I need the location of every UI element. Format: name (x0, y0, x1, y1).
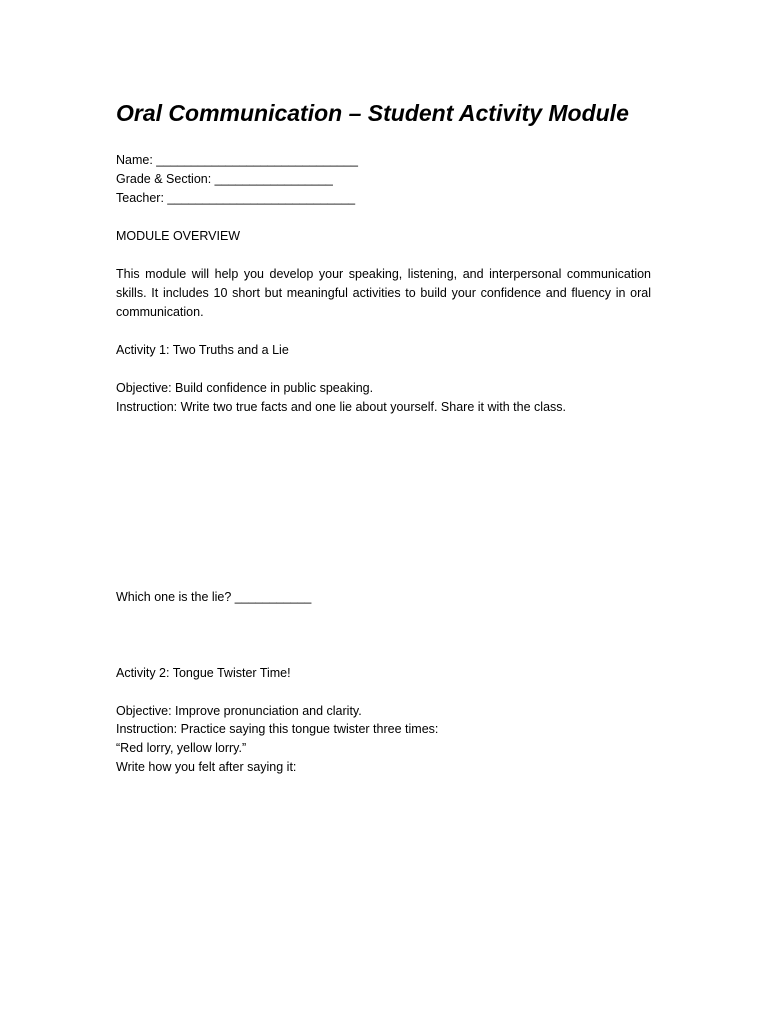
activity2-tongue-twister: “Red lorry, yellow lorry.” (116, 741, 247, 755)
teacher-field: Teacher: ___________________________ (116, 191, 356, 205)
document-title: Oral Communication – Student Activity Module (116, 100, 629, 126)
activity2-title: Activity 2: Tongue Twister Time! (116, 666, 291, 680)
activity1-objective: Objective: Build confidence in public speaking. (116, 381, 374, 395)
activity2-instruction: Instruction: Practice saying this tongue twister three times: (116, 722, 439, 736)
activity1-title: Activity 1: Two Truths and a Lie (116, 343, 289, 357)
overview-heading: MODULE OVERVIEW (116, 229, 241, 243)
name-field: Name: _____________________________ (116, 153, 358, 167)
activity1-question: Which one is the lie? ___________ (116, 590, 312, 604)
activity2-objective: Objective: Improve pronunciation and clarity. (116, 704, 362, 718)
overview-paragraph: This module will help you develop your speaking, listening, and interpersonal communication skills. It includes 10 short but meaningful activities to build your confidence and fluency in oral communication. (116, 267, 651, 319)
grade-section-field: Grade & Section: _________________ (116, 172, 333, 186)
activity1-instruction: Instruction: Write two true facts and one lie about yourself. Share it with the class. (116, 400, 566, 414)
activity2-prompt: Write how you felt after saying it: (116, 760, 297, 774)
